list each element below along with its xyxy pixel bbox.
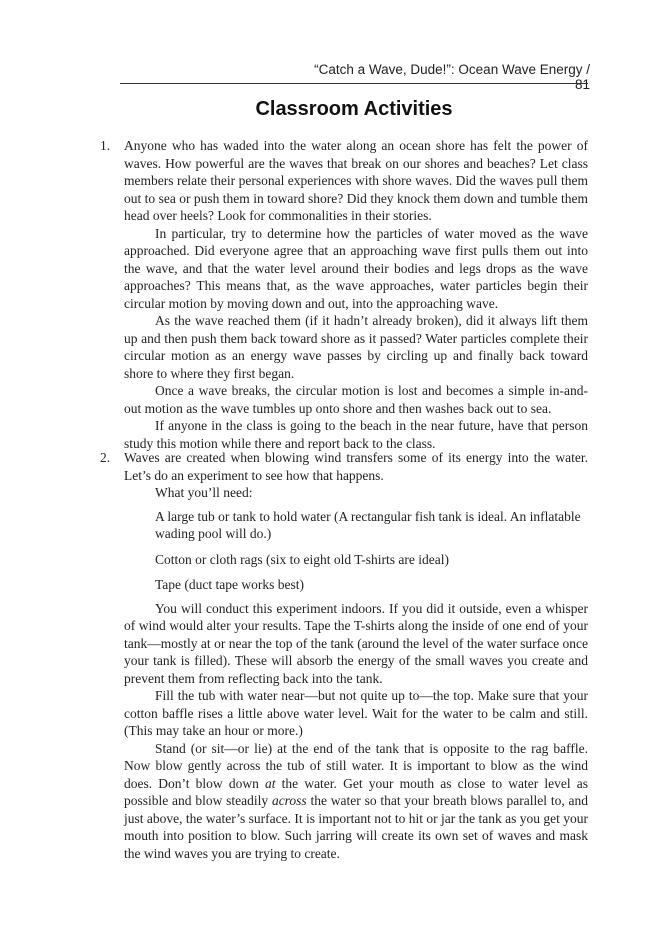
- materials-item: Tape (duct tape works best): [155, 577, 305, 592]
- paragraph-text: the water so that your breath blows parallel to, and just above, the water’s surface. It is important not to hit or jar the tank as you get your mouth into position to blow. Such jarring will create its own set of waves and mask the wind waves you are trying to create.: [124, 793, 588, 861]
- paragraph: If anyone in the class is going to the beach in the near future, have that person study this motion while there and report back to the class.: [124, 418, 588, 451]
- materials-item: Cotton or cloth rags (six to eight old T-shirts are ideal): [155, 551, 449, 567]
- paragraph-text: Stand (or sit—or lie) at the end of the tank that is opposite to the rag baffle. Now blow gently across the tub of still water. It is important to blow as the wind does. Don’t blow down: [124, 740, 588, 791]
- paragraph: Fill the tub with water near—but not quite up to—the top. Make sure that your cotton baffle rises a little above water level. Wait for the water to be calm and still. (This may take an hour or more.): [124, 688, 588, 738]
- materials-item: A large tub or tank to hold water (A rectangular fish tank is ideal. An inflatable wading pool will do.): [155, 508, 581, 541]
- activity-number: 2.: [100, 450, 111, 465]
- paragraph: As the wave reached them (if it hadn’t already broken), did it always lift them up and then push them back toward shore as it passed? Water particles complete their circular motion as an energy wave passes by circling up and finally back toward shore to where they first began.: [124, 313, 588, 381]
- running-head: “Catch a Wave, Dude!”: Ocean Wave Energy / 81: [314, 62, 590, 92]
- paragraph-text: the water. Get your mouth as close to water level as possible and blow steadily: [124, 775, 588, 808]
- needs-heading: What you’ll need:: [155, 485, 253, 500]
- materials-list: [124, 508, 588, 594]
- emphasis-text: across: [271, 793, 307, 808]
- activity-1: [100, 137, 588, 452]
- paragraph: Once a wave breaks, the circular motion is lost and becomes a simple in-and-out motion as the wave tumbles up onto shore and then washes back out to sea.: [124, 383, 588, 416]
- emphasis-text: at: [265, 775, 276, 791]
- paragraph: Waves are created when blowing wind transfers some of its energy into the water. Let’s do an experiment to see how that happens.: [124, 450, 588, 483]
- paragraph: You will conduct this experiment indoors. If you did it outside, even a whisper of wind would alter your results. Tape the T-shirts along the inside of one end of your tank—mostly at or near the top of the tank (around the level of the water surface once your tank is filled). These will absorb the energy of the small waves you create and prevent them from reflecting back into the tank.: [124, 600, 588, 686]
- paragraph: Anyone who has waded into the water along an ocean shore has felt the power of waves. How powerful are the waves that break on our shores and beaches? Let class members relate their personal experiences with shore waves. Did the waves pull them out to sea or push them in toward shore? Did they knock them down and tumble them head over heels? Look for commonalities in their stories.: [124, 138, 588, 223]
- header-rule: [120, 83, 588, 84]
- paragraph: In particular, try to determine how the particles of water moved as the wave approached. Did everyone agree that an approaching wave first pulls them out into the wave, and that the water level around their bodies and legs drops as the wave approaches? This means that, as the wave approaches, water particles begin their circular motion by moving down and out, into the approaching wave.: [124, 225, 588, 311]
- section-title: Classroom Activities: [255, 98, 453, 120]
- activity-number: 1.: [100, 138, 111, 153]
- activity-2: [100, 449, 588, 862]
- paragraph: [124, 740, 588, 863]
